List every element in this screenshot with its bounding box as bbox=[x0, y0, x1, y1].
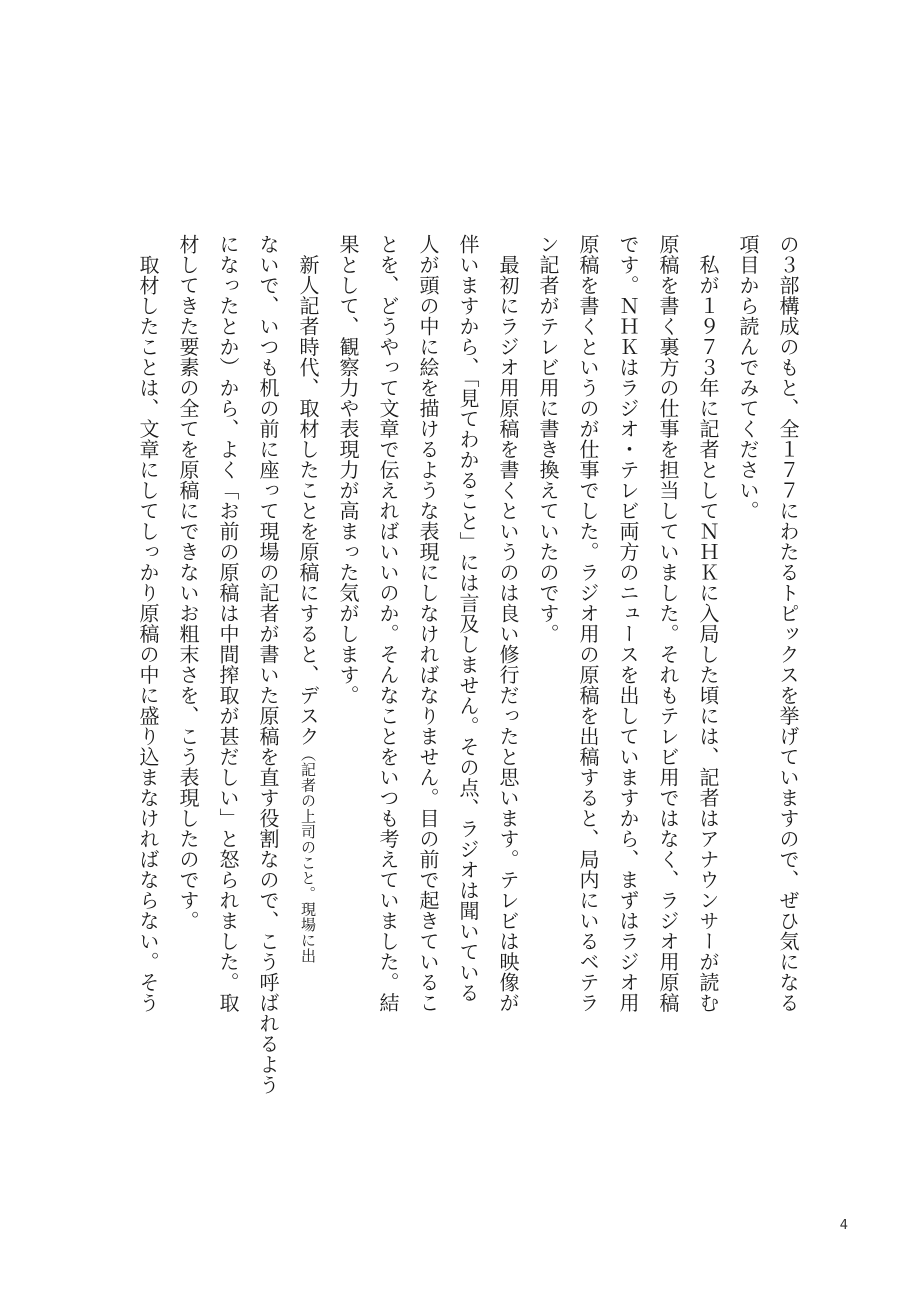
text-line-11: とを、どうやって文章で伝えればいいのか。そんなことをいつも考えていました。結 bbox=[376, 234, 400, 1013]
inline-note: （記者の上司のこと。現場に出 bbox=[299, 746, 317, 964]
text-line-14: ないで、いつも机の前に座って現場の記者が書いた原稿を直す役割なので、こう呼ばれるよう bbox=[256, 234, 280, 1095]
text-line-10: 人が頭の中に絵を描けるような表現にしなければなりません。目の前で起きているこ bbox=[416, 234, 440, 1013]
text-line-15: になったとか）から、よく「お前の原稿は中間搾取が甚だしい」と怒られました。取 bbox=[216, 234, 240, 1013]
text-line-13-main: 新人記者時代、取材したことを原稿にすると、デスク bbox=[296, 234, 320, 747]
text-line-6: 原稿を書くというのが仕事でした。ラジオ用の原稿を出稿すると、局内にいるベテラ bbox=[576, 234, 600, 1013]
text-line-9: 伴いますから、「見てわかること」には言及しません。その点、ラジオは聞いている bbox=[456, 234, 480, 1003]
text-line-16: 材してきた要素の全てを原稿にできないお粗末さを、こう表現したのです。 bbox=[176, 234, 200, 931]
page-number: 4 bbox=[839, 1218, 848, 1233]
text-line-8: 最初にラジオ用原稿を書くというのは良い修行だったと思います。テレビは映像が bbox=[496, 234, 520, 1013]
text-line-17: 取材したことは、文章にしてしっかり原稿の中に盛り込まなければならない。そう bbox=[136, 234, 160, 1013]
text-line-5: です。ＮＨＫはラジオ・テレビ両方のニュースを出していますから、まずはラジオ用 bbox=[616, 234, 640, 1013]
body-text-vertical bbox=[128, 234, 808, 1134]
text-line-1: の３部構成のもと、全１７７にわたるトピックスを挙げていますので、ぜひ気になる bbox=[776, 234, 800, 1013]
text-line-12: 果として、観察力や表現力が高まった気がします。 bbox=[336, 234, 360, 706]
text-line-3: 私が１９７３年に記者としてＮＨＫに入局した頃には、記者はアナウンサーが読む bbox=[696, 234, 720, 1013]
text-line-4: 原稿を書く裏方の仕事を担当していました。それもテレビ用ではなく、ラジオ用原稿 bbox=[656, 234, 680, 1013]
text-line-13 bbox=[288, 234, 328, 1134]
text-line-2: 項目から読んでみてください。 bbox=[736, 234, 760, 521]
text-line-7: ン記者がテレビ用に書き換えていたのです。 bbox=[536, 234, 560, 644]
